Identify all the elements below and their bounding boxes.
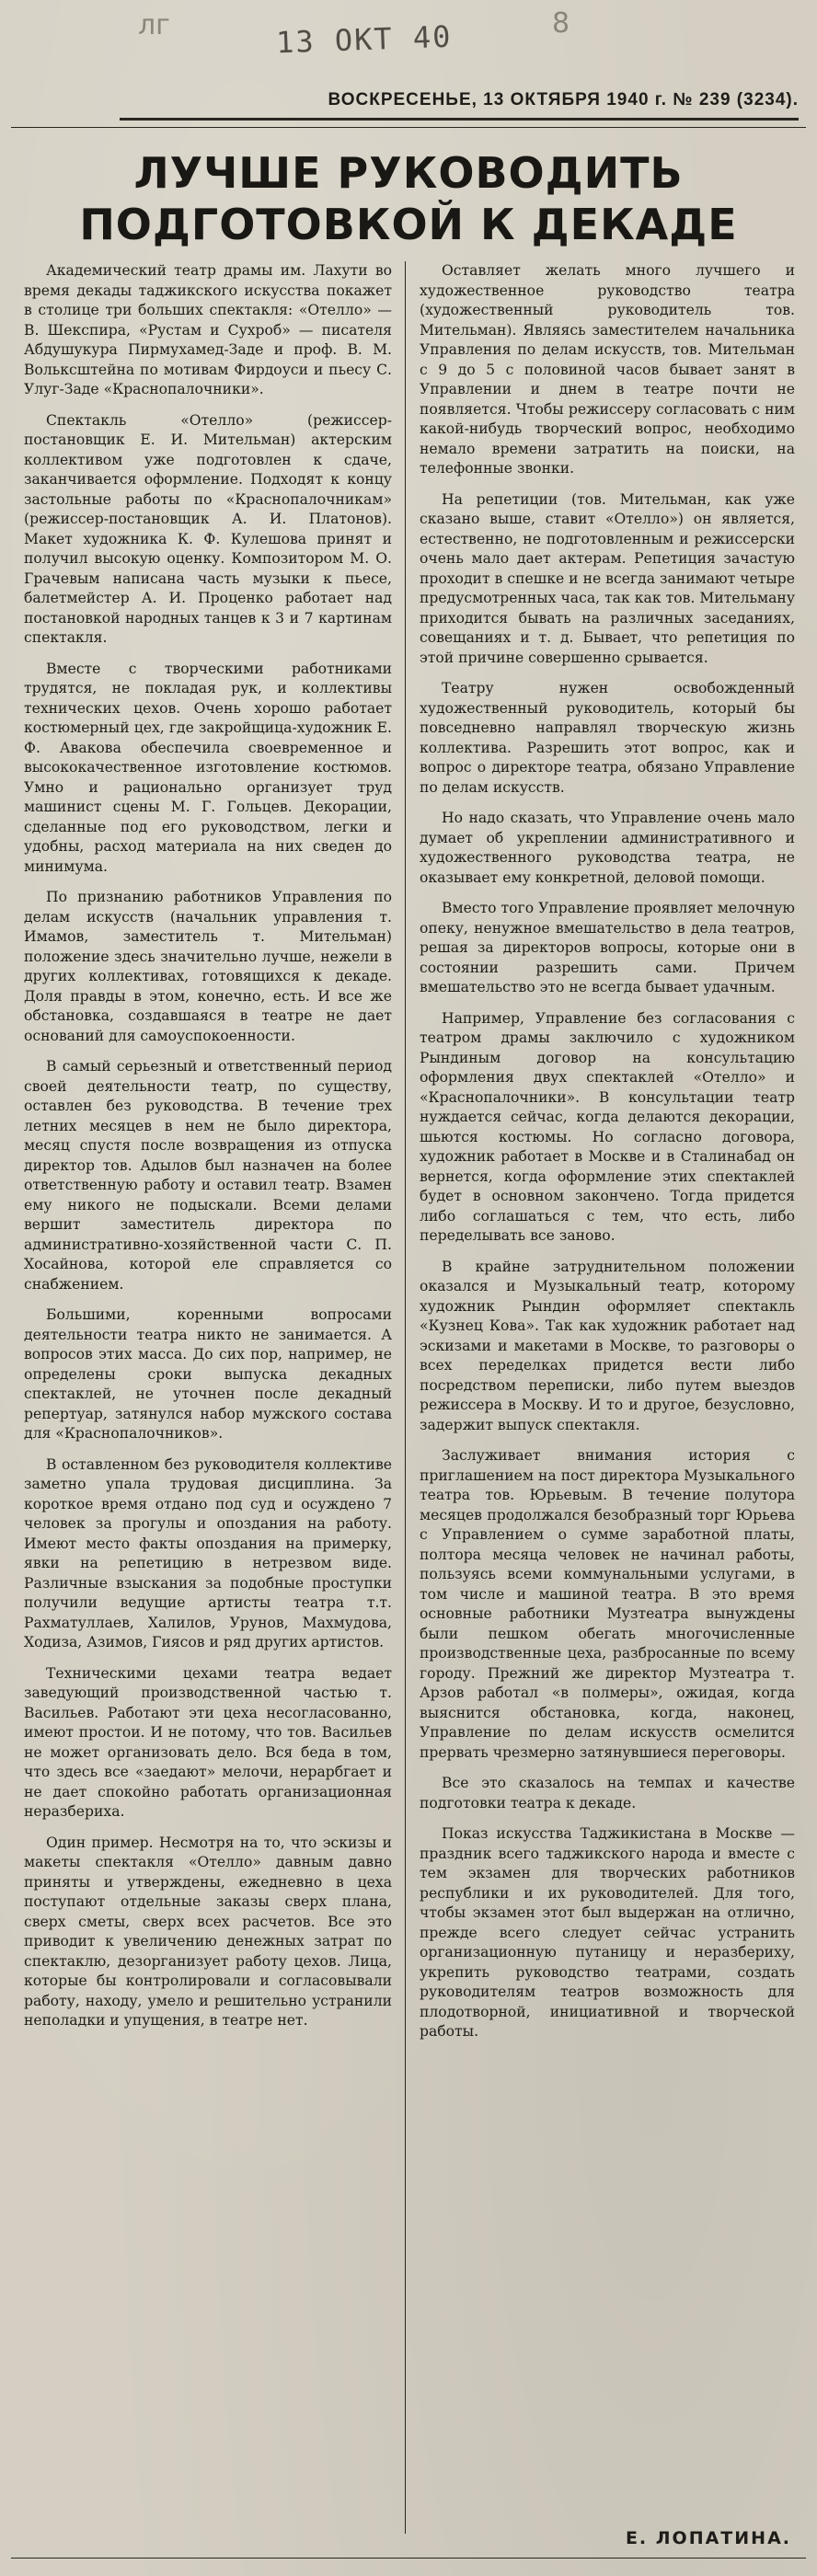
paragraph: Вместо того Управление проявляет мелочную опеку, ненужное вмешательство в дела театров, решая за директоров вопросы, которые они в состоянии разрешить сами. Причем вмешательство это не всегда бывает удачным. xyxy=(420,900,795,995)
paragraph: Большими, коренными вопросами деятельности театра никто не занимается. А вопросов этих масса. До сих пор, например, не определены сроки выпуска декадных спектаклей, не уточнен после декадный репертуар, затянулся набор мужского состава для «Краснопалочников». xyxy=(24,1306,392,1442)
paragraph: В крайне затруднительном положении оказался и Музыкальный театр, которому художник Рындин оформляет спектакль «Кузнец Кова». Так как художник работает над эскизами и макетами в Москве, то разговоры о всех переделках придется вести либо посредством переписки, либо путем выездов режиссера в Москву. И то и другое, безусловно, задержит выпуск спектакля. xyxy=(420,1258,795,1433)
paragraph: Показ искусства Таджикистана в Москве — праздник всего таджикского народа и вместе с тем экзамен для творческих работников республики и их руководителей. Для того, чтобы экзамен этот был выдержан на отлично, прежде всего следует сейчас устранить организационную путаницу и неразбериху, укрепить руководство театрами, создать руководителям театров возможность для плодотворной, инициативной и творческой работы. xyxy=(420,1825,795,2040)
paragraph: Заслуживает внимания история с приглашением на пост директора Музыкального театра тов. Юрьевым. В течение полутора месяцев продолжался безобразный торг Юрьева с Управлением о сумме заработной платы, полтора месяца человек не начинал работы, пользуясь всеми коммунальными услугами, в том числе и машиной театра. В это время основные работники Музтеатра вынуждены были пешком обегать многочисленные производственные цеха, разбросанные по всему городу. Прежний же директор Музтеатра т. Арзов работал «в полмеры», ожидая, когда выяснится обстановка, когда, наконец, Управление по делам искусств осмелится прервать чрезмерно затянувшиеся переговоры. xyxy=(420,1447,795,1761)
paragraph: Один пример. Несмотря на то, что эскизы и макеты спектакля «Отелло» давным давно приняты и утверждены, ежедневно в цеха поступают отдельные заказы сверх плана, сверх сметы, сверх всех расчетов. Все это приводит к увеличению денежных затрат по спектаклю, дезорганизует работу цехов. Лица, которые бы контролировали и согласовывали работу, находу, умело и решительно устранили неполадки и упущения, в театре нет. xyxy=(24,1834,392,2029)
paragraph: Все это сказалось на темпах и качестве подготовки театра к декаде. xyxy=(420,1775,795,1811)
date-stamp: 13 ОКТ 40 xyxy=(275,18,453,61)
author-signature: Е. ЛОПАТИНА. xyxy=(625,2528,791,2548)
paragraph: Техническими цехами театра ведает заведующий производственной частью т. Васильев. Работают эти цеха несогласованно, имеют простои. И не потому, что тов. Васильев не может организовать дело. Вся беда в том, что здесь все «заедают» мелочи, нерарбгает и не дает спокойно работать организационная неразбериха. xyxy=(24,1664,392,1820)
paragraph: Оставляет желать много лучшего и художественное руководство театра (художественный руководитель тов. Мительман). Являясь заместителем начальника Управления по делам искусств, тов. Мительман с 9 до 5 с половиной часов бывает занят в Управлении и днем в театре почти не появляется. Чтобы режиссеру согласовать с ним какой-нибудь творческий вопрос, необходимо немало времени затратить на поиски, на телефонные звонки. xyxy=(420,262,795,477)
header-rule xyxy=(11,127,806,128)
right-column xyxy=(420,261,795,2515)
paragraph: В самый серьезный и ответственный период своей деятельности театр, по существу, оставлен без руководства. В течение трех летних месяцев в нем не было директора, месяц спустя после возвращения из отпуска директор тов. Адылов был назначен на более ответственную работу и оставил театр. Взамен ему никого не подыскали. Всеми делами вершит заместитель директора по административно-хозяйственной части С. П. Хосайнова, которой еле справляется со снабжением. xyxy=(24,1058,392,1293)
paragraph: Академический театр драмы им. Лахути во время декады таджикского искусства покажет в столице три больших спектакля: «Отелло» — В. Шекспира, «Рустам и Сухроб» — писателя Абдушукура Пирмухамед-Заде и проф. В. М. Вольксштейна по мотивам Фирдоуси и пьесу С. Улуг-Заде «Краснопалочники». xyxy=(24,262,392,397)
issue-date-line: ВОСКРЕСЕНЬЕ, 13 ОКТЯБРЯ 1940 г. № 239 (3234). xyxy=(120,90,799,121)
paragraph: Но надо сказать, что Управление очень мало думает об укреплении административного и художественного руководства театра, не оказывает ему конкретной, деловой помощи. xyxy=(420,810,795,886)
article-headline: ЛУЧШЕ РУКОВОДИТЬ ПОДГОТОВКОЙ К ДЕКАДЕ xyxy=(79,148,738,249)
paragraph: На репетиции (тов. Мительман, как уже сказано выше, ставит «Отелло») он является, естественно, не подготовленным и режиссерски очень мало дает актерам. Репетиция зачастую проходит в спешке и не всегда занимают четыре предусмотренных часа, так как тов. Мительману приходится бывать на различных заседаниях, совещаниях и т. д. Бывает, что репетиция по этой причине совершенно срывается. xyxy=(420,490,795,666)
handwritten-mark-left: лг xyxy=(138,9,170,41)
paragraph: Спектакль «Отелло» (режиссер-постановщик Е. И. Мительман) актерским коллективом уже подготовлен к сдаче, заканчивается оформление. Подходят к концу застольные работы по «Краснопалочникам» (режиссер-постановщик А. И. Платонов). Макет художника К. Ф. Кулешова принят и получил высокую оценку. Композитором М. О. Грачевым написана часть музыки к пьесе, балетмейстер А. И. Проценко работает над постановкой народных танцев к 3 и 7 картинам спектакля. xyxy=(24,411,392,646)
paragraph: В оставленном без руководителя коллективе заметно упала трудовая дисциплина. За короткое время отдано под суд и осуждено 7 человек за прогулы и опоздания на работу. Имеют место факты опоздания на примерку, явки на репетицию в нетрезвом виде. Различные взыскания за подобные проступки получили ведущие артисты театра т.т. Рахматуллаев, Халилов, Урунов, Махмудова, Ходиза, Азимов, Гиясов и ряд других артистов. xyxy=(24,1455,392,1650)
paragraph: Вместе с творческими работниками трудятся, не покладая рук, и коллективы технических цехов. Очень хорошо работает костюмерный цех, где закройщица-художник Е. Ф. Авакова обеспечила своевременное и высококачественное изготовление костюмов. Умно и рационально организует труд машинист сцены М. Г. Гольцев. Декорации, сделанные под его руководством, легки и удобны, расход материала на них сведен до минимума. xyxy=(24,660,392,875)
left-column xyxy=(24,261,392,2515)
bottom-rule xyxy=(11,2558,806,2559)
paragraph: Театру нужен освобожденный художественный руководитель, который бы повседневно направлял творческую жизнь коллектива. Разрешить этот вопрос, как и вопрос о директоре театра, обязано Управление по делам искусств. xyxy=(420,680,795,796)
paragraph: Например, Управление без согласования с театром драмы заключило с художником Рындиным договор на консультацию оформления двух спектаклей «Отелло» и «Краснопалочники». В консультации театр нуждается сейчас, когда делаются декорации, шьются костюмы. Но согласно договора, художник работает в Москве и в Сталинабад он вернется, когда оформление этих спектаклей будет в основном закончено. Тогда придется либо соглашаться с тем, что есть, либо переделывать все заново. xyxy=(420,1009,795,1244)
handwritten-mark-right: 8 xyxy=(552,7,570,40)
paragraph: По признанию работников Управления по делам искусств (начальник управления т. Имамов, заместитель т. Мительман) положение здесь значительно лучше, нежели в других коллективах, готовящихся к декаде. Доля правды в этом, конечно, есть. И все же обстановка, создавшаяся в театре не дает оснований для самоуспокоенности. xyxy=(24,889,392,1044)
column-divider xyxy=(405,261,406,2534)
